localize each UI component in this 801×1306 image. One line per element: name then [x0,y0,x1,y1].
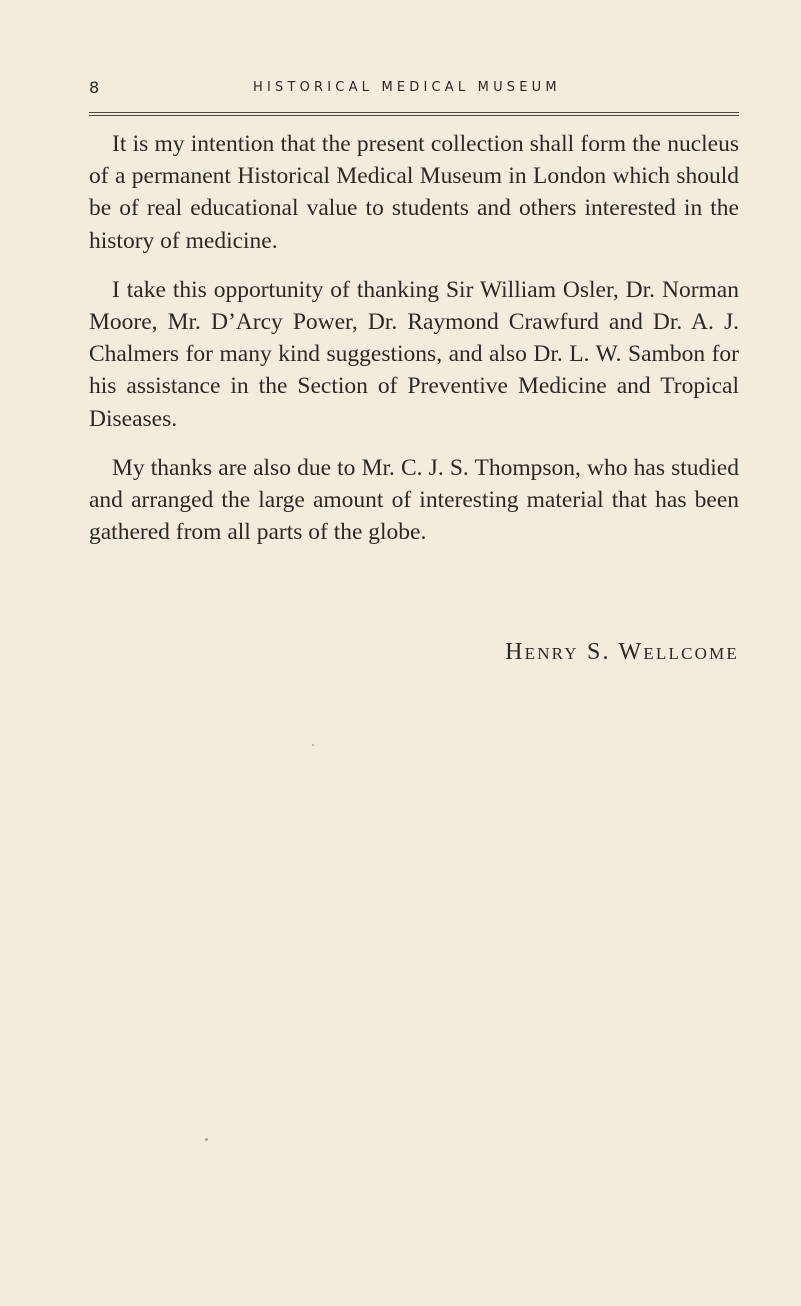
paragraph: My thanks are also due to Mr. C. J. S. Thompson, who has studied and arranged the large amount of interesting material that has been gathered from all parts of the globe. [89,454,739,546]
paper-speck [312,744,314,746]
running-head [89,76,739,100]
paper-speck [205,1138,208,1141]
signature: Henry S. Wellcome [505,639,739,665]
page-number: 8 [89,78,100,97]
body-text [89,128,739,565]
header-rule-lower [89,115,739,116]
header-rule [89,112,739,113]
paragraph: It is my intention that the present collection shall form the nucleus of a permanent Historical Medical Museum in London which should be of real educational value to students and others interested in the history of medicine. [89,131,739,254]
paragraph: I take this opportunity of thanking Sir William Osler, Dr. Norman Moore, Mr. D’Arcy Power, Dr. Raymond Crawfurd and Dr. A. J. Chalmers for many kind suggestions, and also Dr. L. W. Sambon for his assistance in the Section of Preventive Medicine and Tropical Diseases. [89,276,739,432]
running-title: HISTORICAL MEDICAL MUSEUM [253,80,561,95]
